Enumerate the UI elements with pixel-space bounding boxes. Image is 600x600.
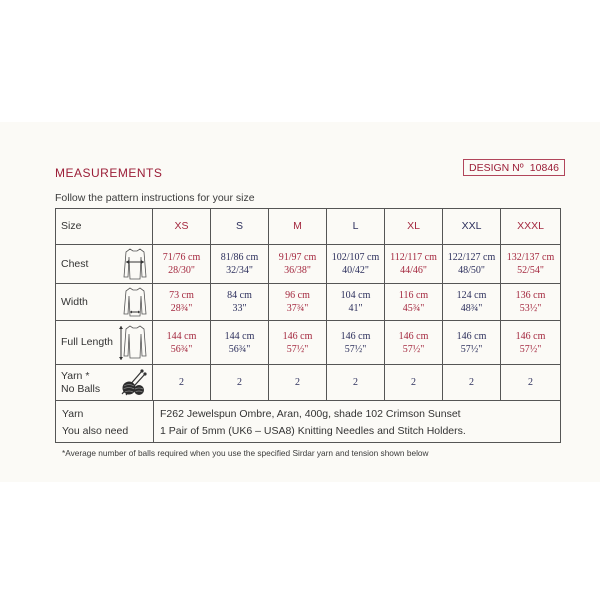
balls-l: 2 (327, 365, 385, 401)
row-label-chest (56, 245, 153, 284)
yarn-balls-needles-icon (118, 368, 148, 398)
yarn-balls-label: Yarn * No Balls (61, 369, 101, 395)
instructions-subtitle: Follow the pattern instructions for your size (55, 192, 255, 204)
width-xl: 116 cm 45¾" (385, 284, 443, 321)
also-need-label: You also need (62, 425, 129, 437)
balls-xs: 2 (153, 365, 211, 401)
balls-xxl: 2 (443, 365, 501, 401)
row-label-full-length (56, 321, 153, 365)
chest-label: Chest (61, 257, 89, 270)
width-xxxl: 136 cm 53½" (501, 284, 560, 321)
size-header-xs: XS (153, 209, 211, 245)
design-number-badge (463, 159, 565, 176)
yarn-value: F262 Jewelspun Ombre, Aran, 400g, shade 102 Crimson Sunset (160, 408, 461, 420)
design-number: 10846 (529, 161, 559, 174)
chest-xxxl: 132/137 cm 52/54" (501, 245, 560, 284)
balls-s: 2 (211, 365, 269, 401)
balls-m: 2 (269, 365, 327, 401)
length-xs: 144 cm 56¾" (153, 321, 211, 365)
yarn-label: Yarn (62, 408, 84, 420)
design-label: DESIGN Nº (469, 161, 524, 174)
chest-m: 91/97 cm 36/38" (269, 245, 327, 284)
balls-xxxl: 2 (501, 365, 560, 401)
width-xxl: 124 cm 48¾" (443, 284, 501, 321)
chest-s: 81/86 cm 32/34" (211, 245, 269, 284)
garment-width-icon (122, 286, 148, 318)
width-s: 84 cm 33" (211, 284, 269, 321)
width-xs: 73 cm 28¾" (153, 284, 211, 321)
width-l: 104 cm 41" (327, 284, 385, 321)
footnote: *Average number of balls required when you use the specified Sirdar yarn and tension shown below (62, 448, 429, 458)
measurements-table (55, 208, 561, 443)
size-header-m: M (269, 209, 327, 245)
chest-l: 102/107 cm 40/42" (327, 245, 385, 284)
yarn-section-divider (153, 401, 154, 442)
chest-width-garment-icon (122, 247, 148, 281)
size-header-xxl: XXL (443, 209, 501, 245)
size-header-xxxl: XXXL (501, 209, 560, 245)
length-s: 144 cm 56¾" (211, 321, 269, 365)
length-l: 146 cm 57½" (327, 321, 385, 365)
length-m: 146 cm 57½" (269, 321, 327, 365)
length-xxxl: 146 cm 57½" (501, 321, 560, 365)
chest-xs: 71/76 cm 28/30" (153, 245, 211, 284)
also-need-value: 1 Pair of 5mm (UK6 – USA8) Knitting Needles and Stitch Holders. (160, 425, 466, 437)
row-label-width (56, 284, 153, 321)
size-header-label: Size (56, 209, 153, 245)
length-xxl: 146 cm 57½" (443, 321, 501, 365)
width-label: Width (61, 295, 88, 308)
size-header-s: S (211, 209, 269, 245)
balls-xl: 2 (385, 365, 443, 401)
chest-xl: 112/117 cm 44/46" (385, 245, 443, 284)
full-length-label: Full Length (61, 336, 113, 348)
width-m: 96 cm 37¾" (269, 284, 327, 321)
size-header-xl: XL (385, 209, 443, 245)
size-header-l: L (327, 209, 385, 245)
garment-length-icon (118, 324, 148, 362)
page-title: MEASUREMENTS (55, 166, 163, 180)
length-xl: 146 cm 57½" (385, 321, 443, 365)
row-label-yarn-balls (56, 365, 153, 401)
chest-xxl: 122/127 cm 48/50" (443, 245, 501, 284)
